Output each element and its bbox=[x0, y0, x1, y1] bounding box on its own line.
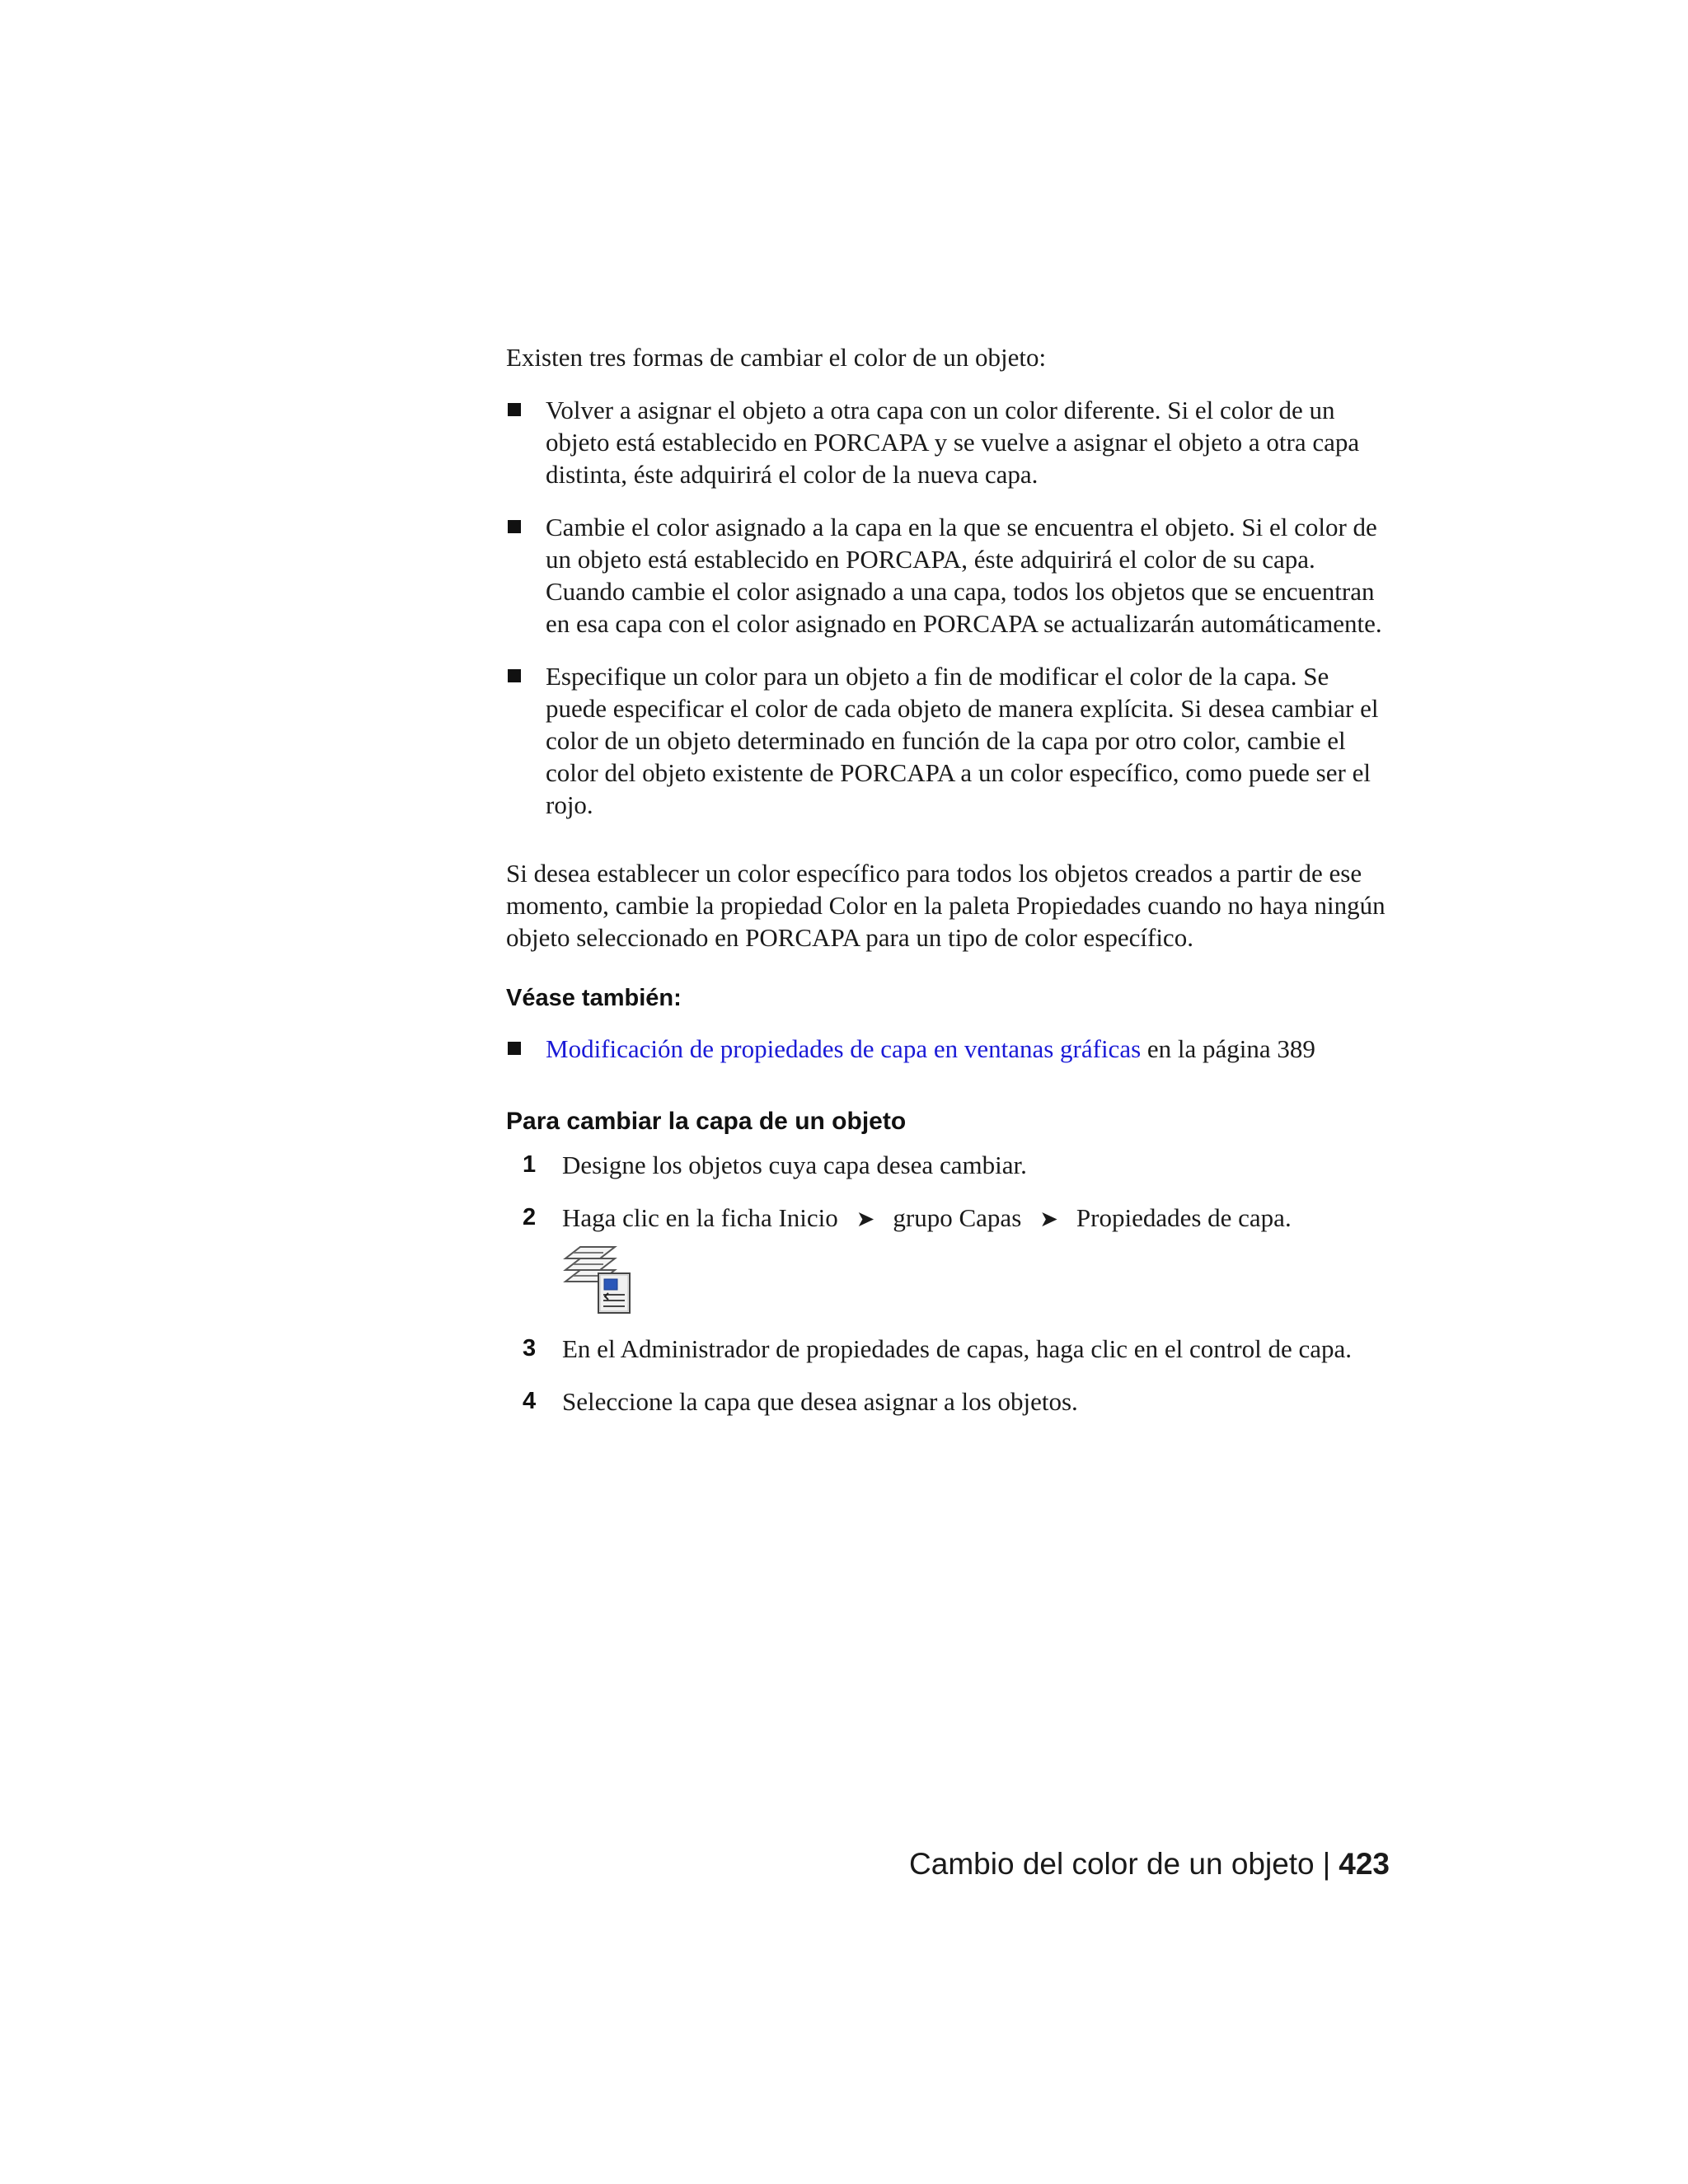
page-reference: en la página 389 bbox=[1146, 1034, 1315, 1063]
color-methods-list bbox=[506, 394, 1396, 821]
list-item bbox=[506, 1033, 1396, 1065]
list-item bbox=[506, 511, 1396, 640]
procedure-steps bbox=[506, 1149, 1396, 1418]
footer-title: Cambio del color de un objeto bbox=[909, 1847, 1315, 1881]
step-text: En el Administrador de propiedades de capas, haga clic en el control de capa. bbox=[562, 1334, 1353, 1363]
step-number: 4 bbox=[523, 1388, 537, 1414]
see-also-list bbox=[506, 1033, 1396, 1065]
list-item-text: Cambie el color asignado a la capa en la que se encuentra el objeto. Si el color de un objeto está establecido en PORCAPA, éste adquirirá el color de su capa. Cuando cambie el color asignado a una capa, todos los objetos que se encuentran en esa capa con el color asignado en PORCAPA se actualizarán automáticamente. bbox=[546, 513, 1382, 638]
arrow-right-icon: ➤ bbox=[856, 1207, 875, 1232]
square-bullet-icon bbox=[508, 403, 521, 416]
footer-separator: | bbox=[1322, 1847, 1331, 1881]
step-number: 3 bbox=[523, 1335, 537, 1361]
square-bullet-icon bbox=[508, 669, 521, 682]
step-text-command: Propiedades de capa. bbox=[1076, 1203, 1292, 1232]
list-item bbox=[506, 660, 1396, 821]
step-item bbox=[506, 1333, 1396, 1365]
layer-properties-icon bbox=[562, 1245, 638, 1316]
page-content bbox=[506, 341, 1396, 1438]
body-paragraph: Si desea establecer un color específico para todos los objetos creados a partir de ese momento, cambie la propiedad Color en la paleta Propiedades cuando no haya ningún objeto seleccionado en PORCAPA para un tipo de color específico. bbox=[506, 859, 1386, 952]
step-item bbox=[506, 1202, 1396, 1316]
step-number: 2 bbox=[523, 1204, 537, 1230]
list-item bbox=[506, 394, 1396, 490]
square-bullet-icon bbox=[508, 520, 521, 533]
step-text-ribbon-tab: Haga clic en la ficha Inicio bbox=[562, 1203, 838, 1232]
list-item-text: Especifique un color para un objeto a fin de modificar el color de la capa. Se puede especificar el color de cada objeto de manera explícita. Si desea cambiar el color de un objeto determinado en función de la capa por otro color, cambie el color del objeto existente de PORCAPA a un color específico, como puede ser el rojo. bbox=[546, 662, 1379, 819]
procedure-heading: Para cambiar la capa de un objeto bbox=[506, 1108, 907, 1135]
step-number: 1 bbox=[523, 1151, 537, 1178]
page-footer bbox=[909, 1846, 1390, 1882]
step-item bbox=[506, 1149, 1396, 1181]
see-also-heading: Véase también: bbox=[506, 985, 682, 1011]
list-item-text: Volver a asignar el objeto a otra capa con un color diferente. Si el color de un objeto está establecido en PORCAPA y se vuelve a asignar el objeto a otra capa distinta, éste adquirirá el color de la nueva capa. bbox=[546, 396, 1360, 489]
arrow-right-icon: ➤ bbox=[1039, 1207, 1058, 1232]
step-text: Seleccione la capa que desea asignar a los objetos. bbox=[562, 1387, 1078, 1416]
step-item bbox=[506, 1385, 1396, 1418]
square-bullet-icon bbox=[508, 1042, 521, 1055]
intro-text: Existen tres formas de cambiar el color de un objeto: bbox=[506, 343, 1047, 372]
page-number: 423 bbox=[1339, 1847, 1390, 1881]
cross-reference-link[interactable]: Modificación de propiedades de capa en ventanas gráficas bbox=[546, 1034, 1142, 1063]
step-text-panel: grupo Capas bbox=[893, 1203, 1022, 1232]
step-text: Designe los objetos cuya capa desea cambiar. bbox=[562, 1151, 1027, 1179]
